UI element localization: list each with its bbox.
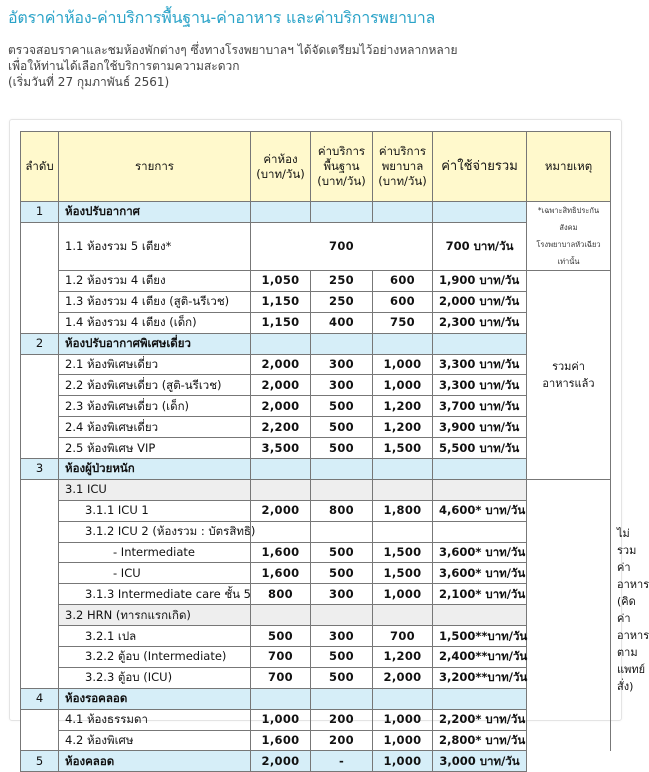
page-title: อัตราค่าห้อง-ค่าบริการพื้นฐาน-ค่าอาหาร และค่าบริการพยาบาล [8, 8, 436, 27]
basic-fee: 500 [311, 438, 373, 459]
section-no: 3 [21, 459, 59, 480]
section-label: ห้องปรับอากาศ [59, 202, 251, 223]
section-row [21, 202, 611, 223]
nursing-fee: 1,000 [373, 709, 433, 730]
subsection-row [21, 479, 611, 500]
row-label: 4.1 ห้องธรรมดา [59, 709, 251, 730]
table-row [21, 563, 611, 584]
nursing-fee: 2,000 [373, 667, 433, 688]
nursing-fee: 1,000 [373, 584, 433, 605]
basic-fee: 500 [311, 647, 373, 668]
table-row [21, 521, 611, 542]
header-remark: หมายเหตุ [527, 132, 611, 202]
basic-fee: 500 [311, 542, 373, 563]
table-row [21, 542, 611, 563]
nursing-fee: 1,000 [373, 730, 433, 751]
room-fee: 1,600 [251, 563, 311, 584]
header-total: ค่าใช้จ่ายรวม [433, 132, 527, 202]
room-fee: 700 [251, 647, 311, 668]
room-fee: 2,000 [251, 375, 311, 396]
table-row [21, 500, 611, 521]
table-row [21, 375, 611, 396]
total-fee: 3,000 บาท/วัน [433, 751, 527, 772]
intro-line: (เริ่มวันที่ 27 กุมภาพันธ์ 2561) [8, 75, 170, 89]
total-fee: 3,600* บาท/วัน [433, 563, 527, 584]
table-row [21, 354, 611, 375]
row-label: 2.1 ห้องพิเศษเดี่ยว [59, 354, 251, 375]
room-fee: 1,000 [251, 709, 311, 730]
combined-fee: 700 [251, 222, 433, 270]
room-fee: 800 [251, 584, 311, 605]
table-row [21, 271, 611, 292]
nursing-fee: 1,000 [373, 354, 433, 375]
subsection-label: 3.2 HRN (ทารกแรกเกิด) [59, 605, 251, 626]
row-label: - ICU [59, 563, 251, 584]
section-label: ห้องผู้ป่วยหนัก [59, 459, 251, 480]
nursing-fee: 1,500 [373, 563, 433, 584]
header-room: ค่าห้อง (บาท/วัน) [251, 132, 311, 202]
row-label: 3.1.3 Intermediate care ชั้น 5 [59, 584, 251, 605]
row-label: 2.3 ห้องพิเศษเดี่ยว (เด็ก) [59, 396, 251, 417]
section-row: 3 ห้องผู้ป่วยหนัก ไม่รวมค่า อาหาร (คิดค่าอาหาร ตามแพทย์สั่ง) [21, 459, 611, 480]
nursing-fee: 1,200 [373, 417, 433, 438]
basic-fee: 400 [311, 312, 373, 333]
basic-fee: 300 [311, 584, 373, 605]
header-no: ลำดับ [21, 132, 59, 202]
basic-fee: 200 [311, 709, 373, 730]
basic-fee: 500 [311, 667, 373, 688]
total-fee: 1,500**บาท/วัน [433, 626, 527, 647]
row-label: 1.3 ห้องรวม 4 เตียง (สูติ-นรีเวช) [59, 291, 251, 312]
section-row [21, 751, 611, 772]
section-label: ห้องปรับอากาศพิเศษเดี่ยว [59, 333, 251, 354]
remark-food-included: รวมค่า อาหารแล้ว [527, 271, 611, 480]
total-fee: 2,000 บาท/วัน [433, 291, 527, 312]
room-fee: 2,000 [251, 354, 311, 375]
total-fee: 2,400**บาท/วัน [433, 647, 527, 668]
table-row [21, 438, 611, 459]
total-fee: 3,200**บาท/วัน [433, 667, 527, 688]
table-header-row [21, 132, 611, 202]
subsection-row [21, 605, 611, 626]
total-fee: 3,600* บาท/วัน [433, 542, 527, 563]
table-row [21, 647, 611, 668]
section-row [21, 688, 611, 709]
row-label: 3.1.2 ICU 2 (ห้องรวม : บัตรสิทธิ) [59, 521, 251, 542]
total-fee: 4,600* บาท/วัน [433, 500, 527, 521]
basic-fee: 500 [311, 417, 373, 438]
row-label: 1.1 ห้องรวม 5 เตียง* [59, 222, 251, 270]
row-label: 1.2 ห้องรวม 4 เตียง [59, 271, 251, 292]
rates-table [20, 131, 649, 772]
total-fee: 700 บาท/วัน [433, 222, 527, 270]
basic-fee: 300 [311, 626, 373, 647]
intro-line: ตรวจสอบราคาและชมห้องพักต่างๆ ซึ่งทางโรงพยาบาลฯ ได้จัดเตรียมไว้อย่างหลากหลาย [8, 43, 458, 57]
total-fee: 2,100* บาท/วัน [433, 584, 527, 605]
row-label: 1.4 ห้องรวม 4 เตียง (เด็ก) [59, 312, 251, 333]
room-fee: 1,150 [251, 291, 311, 312]
section-no: 4 [21, 688, 59, 709]
intro-line: เพื่อให้ท่านได้เลือกใช้บริการตามความสะดวก [8, 59, 240, 73]
room-fee: 3,500 [251, 438, 311, 459]
table-row [21, 709, 611, 730]
room-fee: 1,050 [251, 271, 311, 292]
table-row [21, 667, 611, 688]
row-label: 2.2 ห้องพิเศษเดี่ยว (สูติ-นรีเวช) [59, 375, 251, 396]
nursing-fee: 600 [373, 271, 433, 292]
total-fee: 1,900 บาท/วัน [433, 271, 527, 292]
basic-fee: - [311, 751, 373, 772]
nursing-fee: 750 [373, 312, 433, 333]
basic-fee: 800 [311, 500, 373, 521]
section-label: ห้องรอคลอด [59, 688, 251, 709]
table-row [21, 626, 611, 647]
row-label: 2.5 ห้องพิเศษ VIP [59, 438, 251, 459]
nursing-fee: 1,500 [373, 438, 433, 459]
basic-fee: 200 [311, 730, 373, 751]
nursing-fee: 1,000 [373, 375, 433, 396]
total-fee: 3,900 บาท/วัน [433, 417, 527, 438]
section-no: 5 [21, 751, 59, 772]
table-row [21, 584, 611, 605]
total-fee: 2,200* บาท/วัน [433, 709, 527, 730]
section-row [21, 333, 611, 354]
section-no: 2 [21, 333, 59, 354]
header-item: รายการ [59, 132, 251, 202]
nursing-fee: 600 [373, 291, 433, 312]
header-basic: ค่าบริการ พื้นฐาน (บาท/วัน) [311, 132, 373, 202]
row-label: 3.2.1 เปล [59, 626, 251, 647]
room-fee: 1,150 [251, 312, 311, 333]
row-label: 3.2.3 ตู้อบ (ICU) [59, 667, 251, 688]
total-fee: 2,800* บาท/วัน [433, 730, 527, 751]
room-fee: 2,000 [251, 396, 311, 417]
section-label: ห้องคลอด [59, 751, 251, 772]
room-fee: 500 [251, 626, 311, 647]
room-fee: 1,600 [251, 542, 311, 563]
room-fee: 2,200 [251, 417, 311, 438]
row-label: 2.4 ห้องพิเศษเดี่ยว [59, 417, 251, 438]
nursing-fee: 1,000 [373, 751, 433, 772]
header-nursing: ค่าบริการ พยาบาล (บาท/วัน) [373, 132, 433, 202]
room-fee: 2,000 [251, 500, 311, 521]
table-row [21, 417, 611, 438]
basic-fee: 250 [311, 271, 373, 292]
table-row [21, 222, 611, 270]
remark-social-security: *เฉพาะสิทธิประกันสังคม โรงพยาบาลหัวเฉียว เท่านั้น [527, 202, 611, 271]
basic-fee: 500 [311, 563, 373, 584]
total-fee: 3,300 บาท/วัน [433, 375, 527, 396]
subsection-label: 3.1 ICU [59, 479, 251, 500]
nursing-fee: 700 [373, 626, 433, 647]
row-label: 3.2.2 ตู้อบ (Intermediate) [59, 647, 251, 668]
total-fee: 2,300 บาท/วัน [433, 312, 527, 333]
total-fee: 3,700 บาท/วัน [433, 396, 527, 417]
room-fee: 1,600 [251, 730, 311, 751]
table-row [21, 291, 611, 312]
row-label: - Intermediate [59, 542, 251, 563]
basic-fee: 300 [311, 354, 373, 375]
room-fee: 700 [251, 667, 311, 688]
total-fee: 5,500 บาท/วัน [433, 438, 527, 459]
row-label: 4.2 ห้องพิเศษ [59, 730, 251, 751]
table-row [21, 396, 611, 417]
nursing-fee: 1,500 [373, 542, 433, 563]
basic-fee: 250 [311, 291, 373, 312]
section-no: 1 [21, 202, 59, 223]
nursing-fee: 1,800 [373, 500, 433, 521]
intro-text [8, 42, 458, 90]
room-fee: 2,000 [251, 751, 311, 772]
nursing-fee: 1,200 [373, 647, 433, 668]
table-row [21, 730, 611, 751]
basic-fee: 500 [311, 396, 373, 417]
basic-fee: 300 [311, 375, 373, 396]
row-label: 3.1.1 ICU 1 [59, 500, 251, 521]
nursing-fee: 1,200 [373, 396, 433, 417]
total-fee: 3,300 บาท/วัน [433, 354, 527, 375]
table-row [21, 312, 611, 333]
